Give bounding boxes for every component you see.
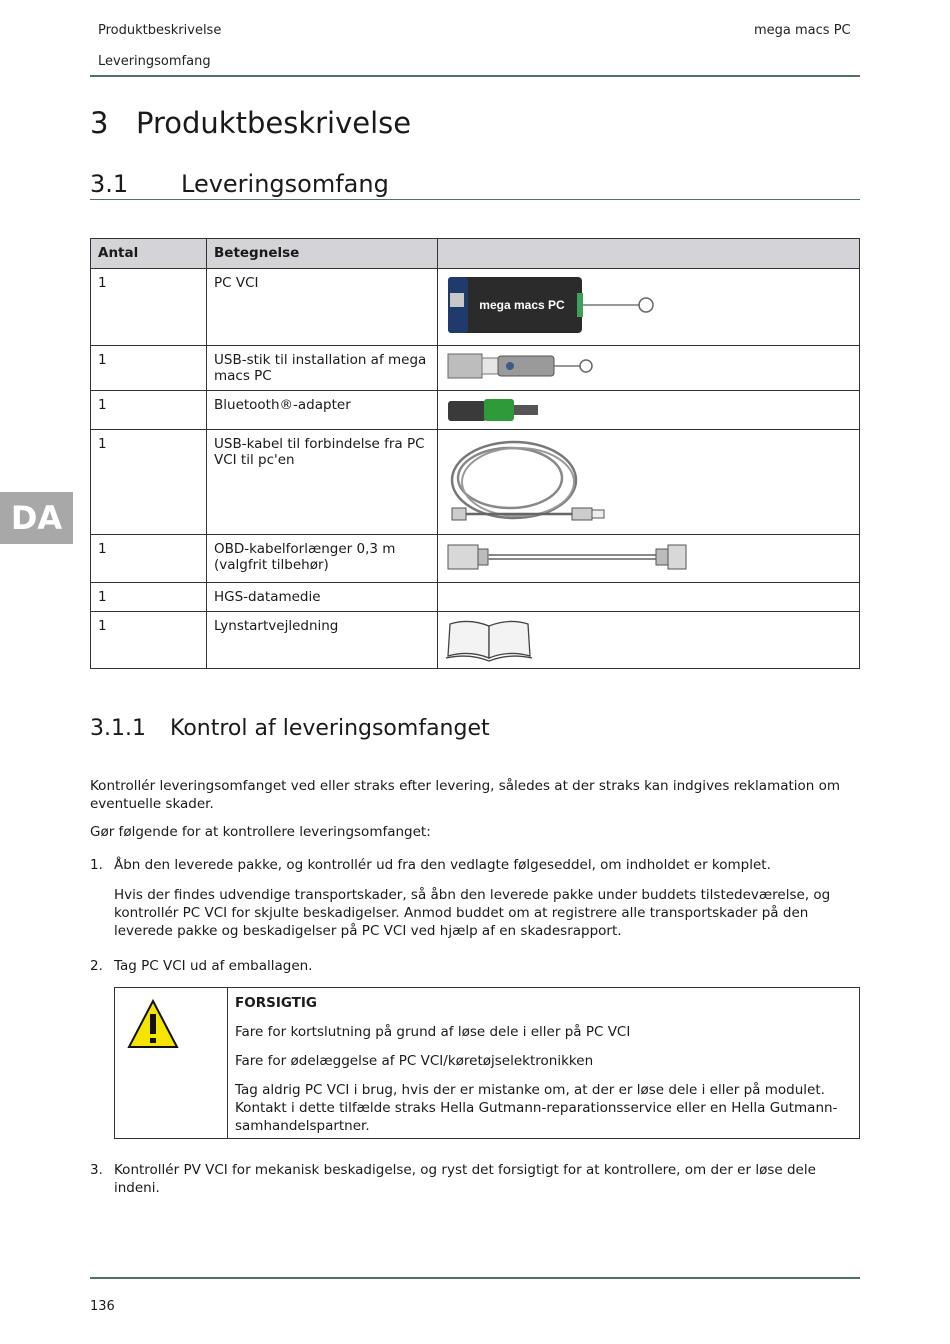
section-rule	[90, 199, 860, 200]
cell-image	[438, 269, 860, 346]
subsection-number: 3.1.1	[90, 716, 146, 741]
language-tab: DA	[0, 492, 73, 544]
list-subtext: Hvis der findes udvendige transportskader, så åbn den leverede pakke under buddets tilstedeværelse, og kontrollér PC VCI for skjulte beskadigelser. Anmod buddet om at registrere alle transportskader på den leverede pakke og beskadigelser på PC VCI ved hjælp af en skadesrapport.	[114, 887, 831, 939]
cell-image	[438, 583, 860, 612]
usb-cable-image	[444, 434, 624, 530]
list-text: Kontrollér PV VCI for mekanisk beskadigelse, og ryst det forsigtigt for at kontrollere, om der er løse dele indeni.	[114, 1162, 816, 1196]
cell-image	[438, 346, 860, 391]
obd-extension-cable-image	[444, 539, 694, 575]
cell-desc: USB-stik til installation af mega macs PC	[207, 346, 438, 391]
caution-title: FORSIGTIG	[235, 995, 317, 1011]
table-row	[91, 535, 860, 583]
cell-qty: 1	[91, 535, 207, 583]
pc-vci-device-image	[444, 273, 664, 337]
table-row	[91, 346, 860, 391]
caution-line: Fare for kortslutning på grund af løse dele i eller på PC VCI	[235, 1024, 631, 1040]
caution-box	[114, 987, 860, 1139]
cell-desc: HGS-datamedie	[207, 583, 438, 612]
cell-image	[438, 535, 860, 583]
section-title: Leveringsomfang	[181, 170, 389, 198]
bluetooth-adapter-image	[444, 395, 554, 425]
cell-image	[438, 391, 860, 430]
table-row	[91, 391, 860, 430]
chapter-heading	[90, 106, 411, 140]
list-number: 3.	[90, 1162, 103, 1178]
header-section: Leveringsomfang	[98, 54, 211, 69]
intro-paragraph: Kontrollér leveringsomfanget ved eller straks efter levering, således at der straks kan indgives reklamation om eventuelle skader.	[90, 778, 841, 812]
list-number: 1.	[90, 857, 103, 873]
caution-icon-cell	[115, 988, 228, 1138]
table-header-row	[91, 239, 860, 269]
col-header-qty: Antal	[91, 239, 207, 269]
warning-triangle-icon	[127, 998, 179, 1050]
page-number: 136	[90, 1299, 115, 1314]
caution-line: Tag aldrig PC VCI i brug, hvis der er mistanke om, at der er løse dele i eller på modulet. Kontakt i dette tilfælde straks Hella Gutmann-reparationsservice eller en Hella Gutmann-samhandelspartner.	[235, 1082, 838, 1134]
caution-line: Fare for ødelæggelse af PC VCI/køretøjselektronikken	[235, 1053, 594, 1069]
cell-qty: 1	[91, 612, 207, 669]
table-row	[91, 612, 860, 669]
table-row	[91, 583, 860, 612]
subsection-heading	[90, 716, 490, 741]
cell-image	[438, 430, 860, 535]
footer-rule	[90, 1277, 860, 1279]
delivery-table	[90, 238, 860, 669]
subsection-title: Kontrol af leveringsomfanget	[170, 716, 490, 741]
list-text: Tag PC VCI ud af emballagen.	[114, 958, 313, 974]
cell-qty: 1	[91, 346, 207, 391]
cell-qty: 1	[91, 583, 207, 612]
col-header-desc: Betegnelse	[207, 239, 438, 269]
header-product: mega macs PC	[754, 23, 851, 38]
cell-desc: PC VCI	[207, 269, 438, 346]
header-rule	[90, 75, 860, 77]
cell-desc: OBD-kabelforlænger 0,3 m (valgfrit tilbehør)	[207, 535, 438, 583]
table-row	[91, 430, 860, 535]
cell-qty: 1	[91, 269, 207, 346]
cell-image	[438, 612, 860, 669]
chapter-number: 3	[90, 106, 109, 140]
table-row	[91, 269, 860, 346]
list-text: Åbn den leverede pakke, og kontrollér ud fra den vedlagte følgeseddel, om indholdet er komplet.	[114, 857, 771, 873]
cell-desc: Bluetooth®-adapter	[207, 391, 438, 430]
cell-desc: Lynstartvejledning	[207, 612, 438, 669]
header-chapter: Produktbeskrivelse	[98, 23, 222, 38]
instruction-paragraph: Gør følgende for at kontrollere leveringsomfanget:	[90, 824, 431, 840]
pc-vci-label: mega macs PC	[479, 298, 565, 312]
usb-stick-image	[444, 350, 604, 382]
col-header-image	[438, 239, 860, 269]
section-heading	[90, 170, 389, 198]
cell-qty: 1	[91, 391, 207, 430]
caution-text	[235, 994, 851, 1146]
cell-desc: USB-kabel til forbindelse fra PC VCI til pc'en	[207, 430, 438, 535]
section-number: 3.1	[90, 170, 129, 198]
cell-qty: 1	[91, 430, 207, 535]
list-number: 2.	[90, 958, 103, 974]
open-book-image	[444, 616, 534, 664]
chapter-title: Produktbeskrivelse	[136, 106, 412, 140]
